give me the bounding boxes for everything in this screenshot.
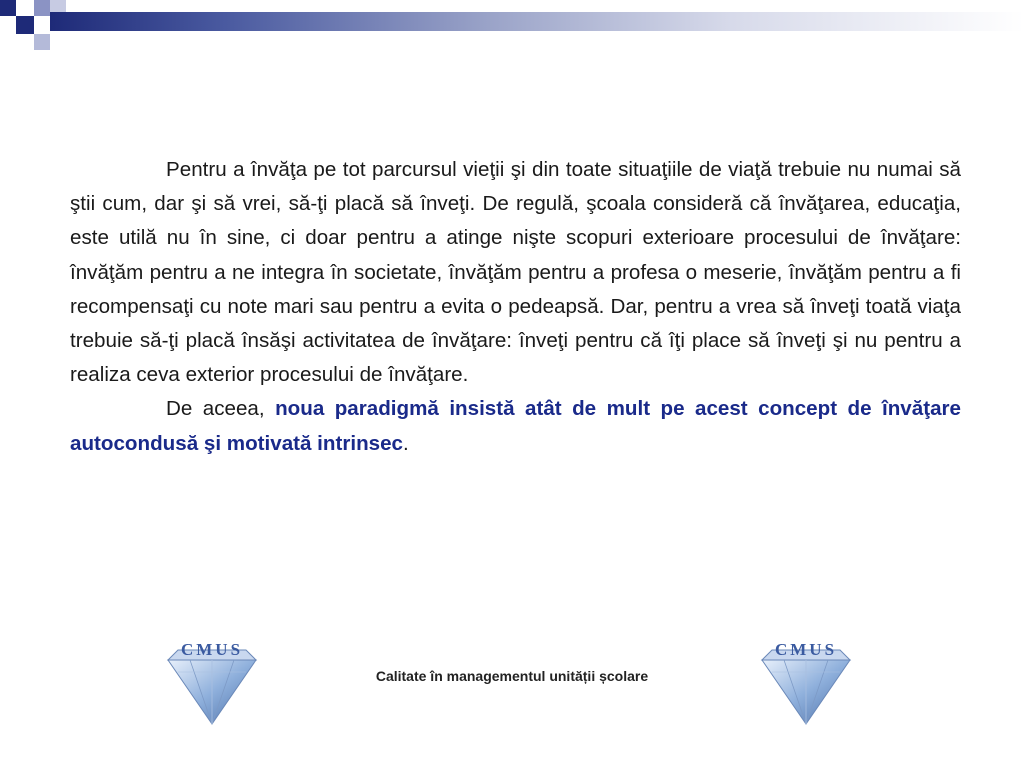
paragraph-2-lead: De aceea, xyxy=(166,397,276,421)
cmus-logo-right xyxy=(756,638,856,728)
footer-caption: Calitate în managementul unității școlare xyxy=(375,668,649,684)
cmus-logo-left xyxy=(162,638,262,728)
logo-text: CMUS xyxy=(180,640,244,659)
paragraph-2-emphasis: noua paradigmă insistă atât de mult pe acest concept de învăţare autocondusă şi motivată intrinsec xyxy=(70,397,961,455)
header-decoration xyxy=(0,0,1024,70)
decor-square xyxy=(50,0,66,12)
logo-text: CMUS xyxy=(774,640,838,659)
decor-square xyxy=(34,34,50,50)
paragraph-2 xyxy=(70,392,961,460)
decor-square xyxy=(16,16,34,34)
header-gradient-bar xyxy=(50,12,1024,31)
paragraph-1: Pentru a învăţa pe tot parcursul vieţii şi din toate situaţiile de viaţă trebuie nu numai să ştii cum, dar şi să vrei, să-ţi placă să înveţi. De regulă, şcoala consideră că învăţarea, educaţia, este utilă nu în sine, ci doar pentru a atinge nişte scopuri exterioare procesului de învăţare: învăţăm pentru a ne integra în societate, învăţăm pentru a profesa o meserie, învăţăm pentru a fi recompensaţi cu note mari sau pentru a evita o pedeapsă. Dar, pentru a vrea să înveţi toată viaţa trebuie să-ţi placă însăşi activitatea de învăţare: înveţi pentru că îţi place să înveţi şi nu pentru a realiza ceva exterior procesului de învăţare. xyxy=(70,158,961,387)
decor-square xyxy=(0,34,16,50)
decor-square xyxy=(16,0,34,16)
paragraph-2-end: . xyxy=(403,431,409,455)
slide-body xyxy=(70,153,961,461)
decor-square xyxy=(0,0,16,16)
decor-square xyxy=(34,0,50,16)
